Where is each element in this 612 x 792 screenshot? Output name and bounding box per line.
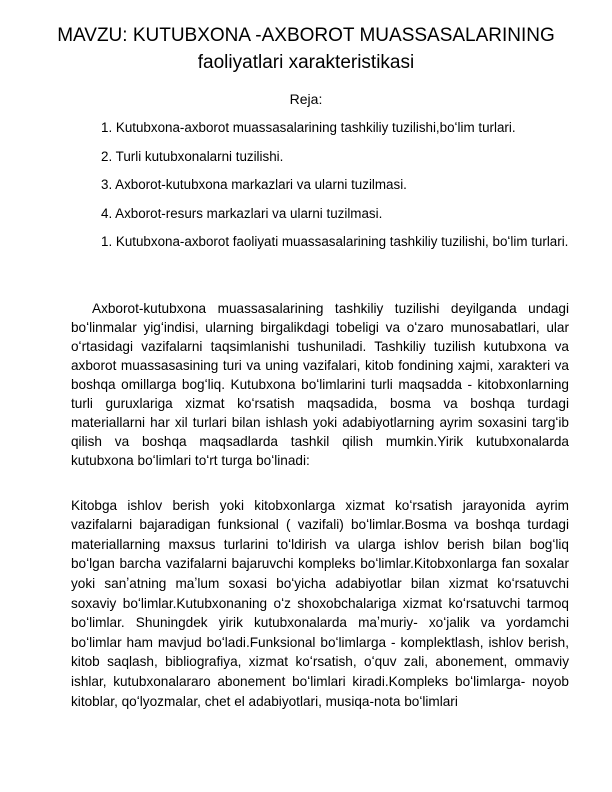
plan-list [101, 118, 579, 261]
plan-item: 4. Axborot-resurs markazlari va ularni tuzilmasi. [101, 205, 383, 221]
plan-item: 2. Turli kutubxonalarni tuzilishi. [101, 148, 284, 164]
plan-item: 1. Kutubxona-axborot faoliyati muassasalarining tashkiliy tuzilishi, boʻlim turlari. [101, 234, 569, 249]
body-paragraph-1: Axborot-kutubxona muassasalarining tashkiliy tuzilishi deyilganda undagi boʻlinmalar yigʻindisi, ularning birgalikdagi tobeligi va oʻzaro munosabatlari, ular oʻrtasidagi vazifalarni taqsimlanishi tushuniladi. Tashkiliy tuzilish kutubxona va axborot muassasasining turi va uning vazifalari, kitob fondining xajmi, xarakteri va boshqa omillarga bogʻliq. Kutubxona boʻlimlarini turli maqsadda - kitobxonlarning turli guruxlariga xizmat koʻrsatish maqsadida, bosma va boshqa turdagi materiallarni har xil turlari bilan ishlash yoki adabiyotlarning ayrim soxasini targʻib qilish va boshqa maqsadlarda tashkil qilish mumkin.Yirik kutubxonalarda kutubxona boʻlimlari toʻrt turga boʻlinadi: [71, 300, 569, 469]
document-title [40, 22, 572, 76]
plan-item: 1. Kutubxona-axborot muassasalarining tashkiliy tuzilishi,boʻlim turlari. [101, 120, 516, 135]
title-line-2: faoliyatlari xarakteristikasi [197, 52, 415, 73]
title-line-1: MAVZU: KUTUBXONA -AXBOROT MUASSASALARINING [57, 25, 555, 46]
body-paragraph-2: Kitobga ishlov berish yoki kitobxonlarga xizmat koʻrsatish jarayonida ayrim vazifalarni bajaradigan funksional ( vazifali) boʻlimlar.Bosma va boshqa turdagi materiallarning maxsus turlarini toʻldirish va ularga ishlov berish bilan bogʻliq boʻlgan barcha vazifalarni bajaruvchi kompleks boʻlimlar.Kitobxonlarga fan soxalar yoki sanʼatning maʼlum soxasi boʻyicha adabiyotlar bilan xizmat koʻrsatuvchi soxaviy boʻlimlar.Kutubxonaning oʻz shoxobchalariga xizmat koʻrsatuvchi tarmoq boʻlimlar. Shuningdek yirik kutubxonalarda maʼmuriy- xoʻjalik va yordamchi boʻlimlar ham mavjud boʻladi.Funksional boʻlimlarga - komplektlash, ishlov berish, kitob saqlash, bibliografiya, xizmat koʻrsatish, oʻquv zali, abonement, ommaviy ishlar, kutubxonalararo abonement boʻlimlari kiradi.Kompleks boʻlimlarga- noyob kitoblar, qoʻlyozmalar, chet el adabiyotlari, musiqa-nota boʻlimlari [71, 497, 569, 709]
plan-item: 3. Axborot-kutubxona markazlari va ularni tuzilmasi. [101, 177, 407, 192]
plan-heading: Reja: [289, 91, 323, 107]
